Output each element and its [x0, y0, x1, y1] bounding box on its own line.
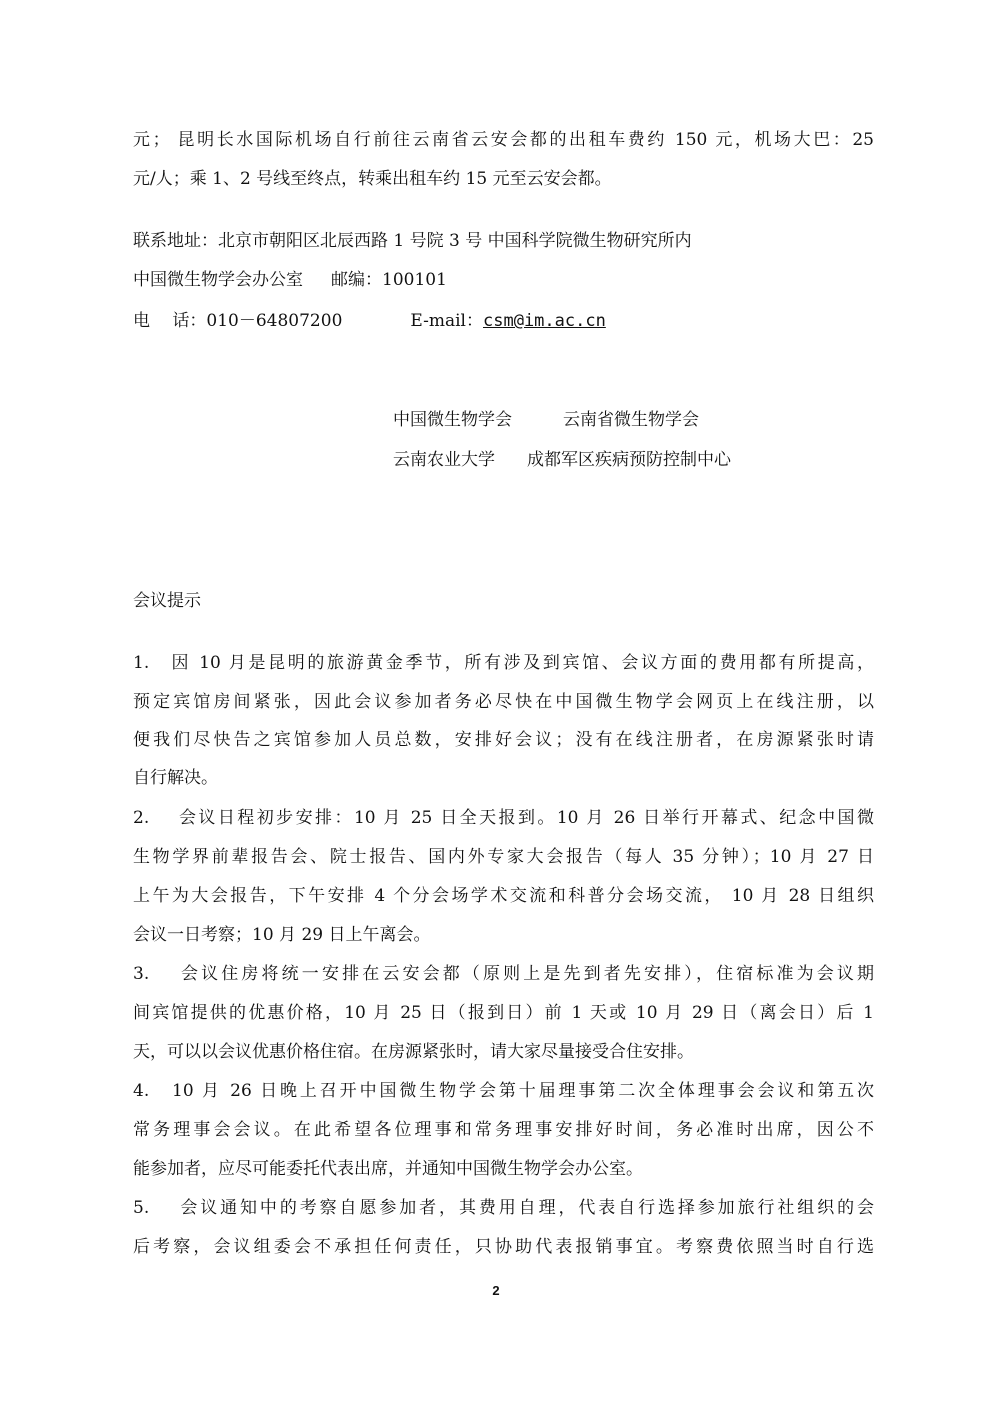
contact-postcode: 邮编：100101	[331, 270, 447, 290]
note-2-line-4: 会议一日考察；10 月 29 日上午离会。	[133, 925, 431, 945]
transport-line-2: 元/人；乘 1、2 号线至终点，转乘出租车约 15 元至云安会都。	[133, 169, 612, 189]
contact-office-row	[133, 268, 447, 292]
note-3-line-2: 间宾馆提供的优惠价格，10 月 25 日（报到日）前 1 天或 10 月 29 日（离会日）后 1	[133, 1003, 874, 1023]
note-1-line-4: 自行解决。	[133, 768, 218, 788]
organizer-cdc: 成都军区疾病预防控制中心	[527, 450, 731, 470]
organizers-row-2	[393, 448, 731, 472]
note-4-line-2: 常务理事会会议。在此希望各位理事和常务理事安排好时间，务必准时出席，因公不	[133, 1120, 874, 1140]
note-4-line-3: 能参加者，应尽可能委托代表出席，并通知中国微生物学会办公室。	[133, 1159, 643, 1179]
note-1-line-3: 便我们尽快告之宾馆参加人员总数，安排好会议；没有在线注册者，在房源紧张时请	[133, 730, 874, 750]
note-1-line-1: 1. 因 10 月是昆明的旅游黄金季节，所有涉及到宾馆、会议方面的费用都有所提高，	[133, 653, 874, 673]
notes-title: 会议提示	[133, 591, 201, 611]
organizer-csm: 中国微生物学会	[393, 410, 512, 430]
note-5-line-1: 5. 会议通知中的考察自愿参加者，其费用自理，代表自行选择参加旅行社组织的会	[133, 1198, 874, 1218]
organizer-yunnan-society: 云南省微生物学会	[563, 410, 699, 430]
contact-address: 联系地址：北京市朝阳区北辰西路 1 号院 3 号 中国科学院微生物研究所内	[133, 231, 692, 251]
transport-line-1: 元； 昆明长水国际机场自行前往云南省云安会都的出租车费约 150 元，机场大巴：25	[133, 130, 874, 150]
note-3-line-1: 3. 会议住房将统一安排在云安会都（原则上是先到者先安排），住宿标准为会议期	[133, 964, 874, 984]
phone-number: 010－64807200	[206, 311, 343, 331]
note-2-line-3: 上午为大会报告，下午安排 4 个分会场学术交流和科普分会场交流， 10 月 28 日组织	[133, 886, 874, 906]
phone-label: 电 话：	[133, 311, 207, 331]
page-number: 2	[492, 1283, 500, 1298]
note-3-line-3: 天，可以以会议优惠价格住宿。在房源紧张时，请大家尽量接受合住安排。	[133, 1042, 694, 1062]
email-link[interactable]: csm@im.ac.cn	[483, 311, 606, 331]
contact-phone-row	[133, 309, 606, 333]
contact-office: 中国微生物学会办公室	[133, 270, 303, 290]
note-2-line-1: 2. 会议日程初步安排：10 月 25 日全天报到。10 月 26 日举行开幕式、纪念中国微	[133, 808, 874, 828]
note-4-line-1: 4. 10 月 26 日晚上召开中国微生物学会第十届理事第二次全体理事会会议和第五次	[133, 1081, 874, 1101]
note-2-line-2: 生物学界前辈报告会、院士报告、国内外专家大会报告（每人 35 分钟）；10 月 27 日	[133, 847, 874, 867]
organizers-row-1	[393, 408, 699, 432]
note-1-line-2: 预定宾馆房间紧张，因此会议参加者务必尽快在中国微生物学会网页上在线注册，以	[133, 692, 874, 712]
organizer-yunnan-university: 云南农业大学	[393, 450, 495, 470]
email-label: E-mail：	[410, 311, 483, 331]
note-5-line-2: 后考察，会议组委会不承担任何责任，只协助代表报销事宜。考察费依照当时自行选	[133, 1237, 874, 1257]
